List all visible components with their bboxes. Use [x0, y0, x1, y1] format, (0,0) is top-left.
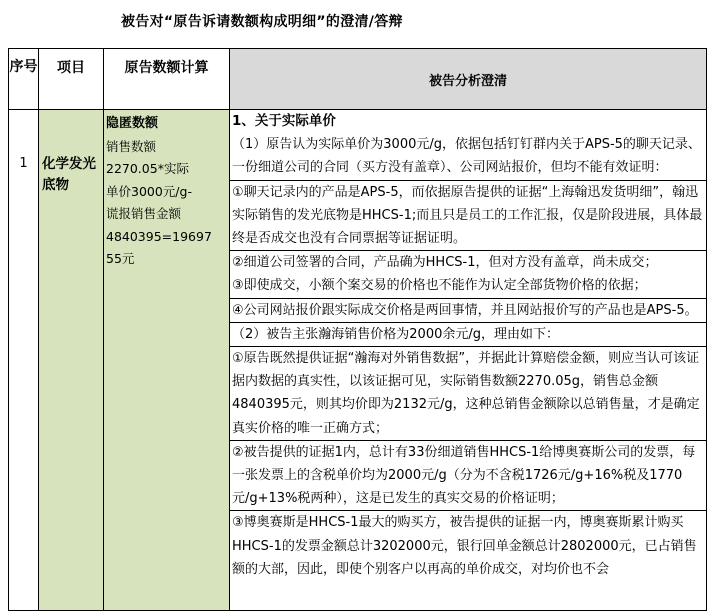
table-row: [9, 110, 707, 611]
cell-item: 化学发光底物: [39, 110, 104, 611]
paragraph: （1）原告认为实际单价为3000元/g，依据包括钉钉群内关于APS-5的聊天记录、一份细道公司的合同（买方没有盖章）、公司网站报价，但均不能有效证明：: [232, 137, 701, 176]
paragraph: ④公司网站报价跟实际成交价格是两回事情，并且网站报价写的产品也是APS-5。: [232, 302, 698, 318]
table-header-row: [9, 49, 707, 110]
header-seq: 序号: [9, 49, 39, 110]
header-analysis: 被告分析澄清: [230, 49, 707, 110]
section-heading: 1、关于实际单价: [232, 113, 336, 129]
calc-line: 2270.05*实际: [106, 161, 189, 176]
page-title: 被告对“原告诉请数额构成明细”的澄清/答辩: [121, 14, 403, 30]
cell-seq: 1: [9, 110, 39, 611]
calc-head: 隐匿数额: [106, 116, 159, 131]
cell-calc: [104, 110, 230, 611]
clarification-table: [8, 48, 707, 611]
cell-analysis: [230, 110, 707, 611]
paragraph: （2）被告主张瀚海销售价格为2000余元/g，理由如下：: [232, 326, 559, 342]
paragraph: ②细道公司签署的合同，产品确为HHCS-1，但对方没有盖章，尚未成交；: [232, 255, 658, 271]
paragraph: ①聊天记录内的产品是APS-5，而依据原告提供的证据“上海翰迅发货明细”，翰迅实际销售的发光底物是HHCS-1;而且只是员工的工作汇报，仅是阶段进展，具体最终是否成交也没有合同票据等证据证明。: [232, 184, 703, 247]
header-item: 项目: [39, 49, 104, 110]
paragraph: ③即使成交，小额个案交易的价格也不能作为认定全部货物价格的依据；: [232, 278, 647, 294]
calc-line: 55元: [106, 251, 135, 266]
paragraph: ②被告提供的证据1内，总计有33份细道销售HHCS-1给博奥赛斯公司的发票，每一张发票上的含税单价均为2000元/g（分为不含税1726元/g+16%税及1770元/g+13%税两种），这是已发生的真实交易的价格证明；: [232, 444, 696, 507]
calc-line: 4840395=19697: [106, 228, 212, 244]
paragraph: ①原告既然提供证据“瀚海对外销售数据”，并据此计算赔偿金额，则应当认可该证据内数据的真实性，以该证据可见，实际销售数额2270.05g，销售总金额4840395元，则其均价即为2132元/g，这种总销售金额除以总销售量，才是确定真实价格的唯一正确方式；: [232, 351, 700, 436]
calc-line: 单价3000元/g-: [106, 183, 192, 199]
header-calc: 原告数额计算: [104, 49, 230, 110]
calc-line: 销售数额: [106, 138, 157, 154]
paragraph: ③博奥赛斯是HHCS-1最大的购买方，被告提供的证据一内，博奥赛斯累计购买HHCS-1的发票金额总计3202000元，银行回单金额总计2802000元，已占销售额的大部，因此，即使个别客户以再高的单价成交，对均价也不会: [232, 515, 697, 577]
calc-line: 谎报销售金额: [106, 206, 182, 221]
